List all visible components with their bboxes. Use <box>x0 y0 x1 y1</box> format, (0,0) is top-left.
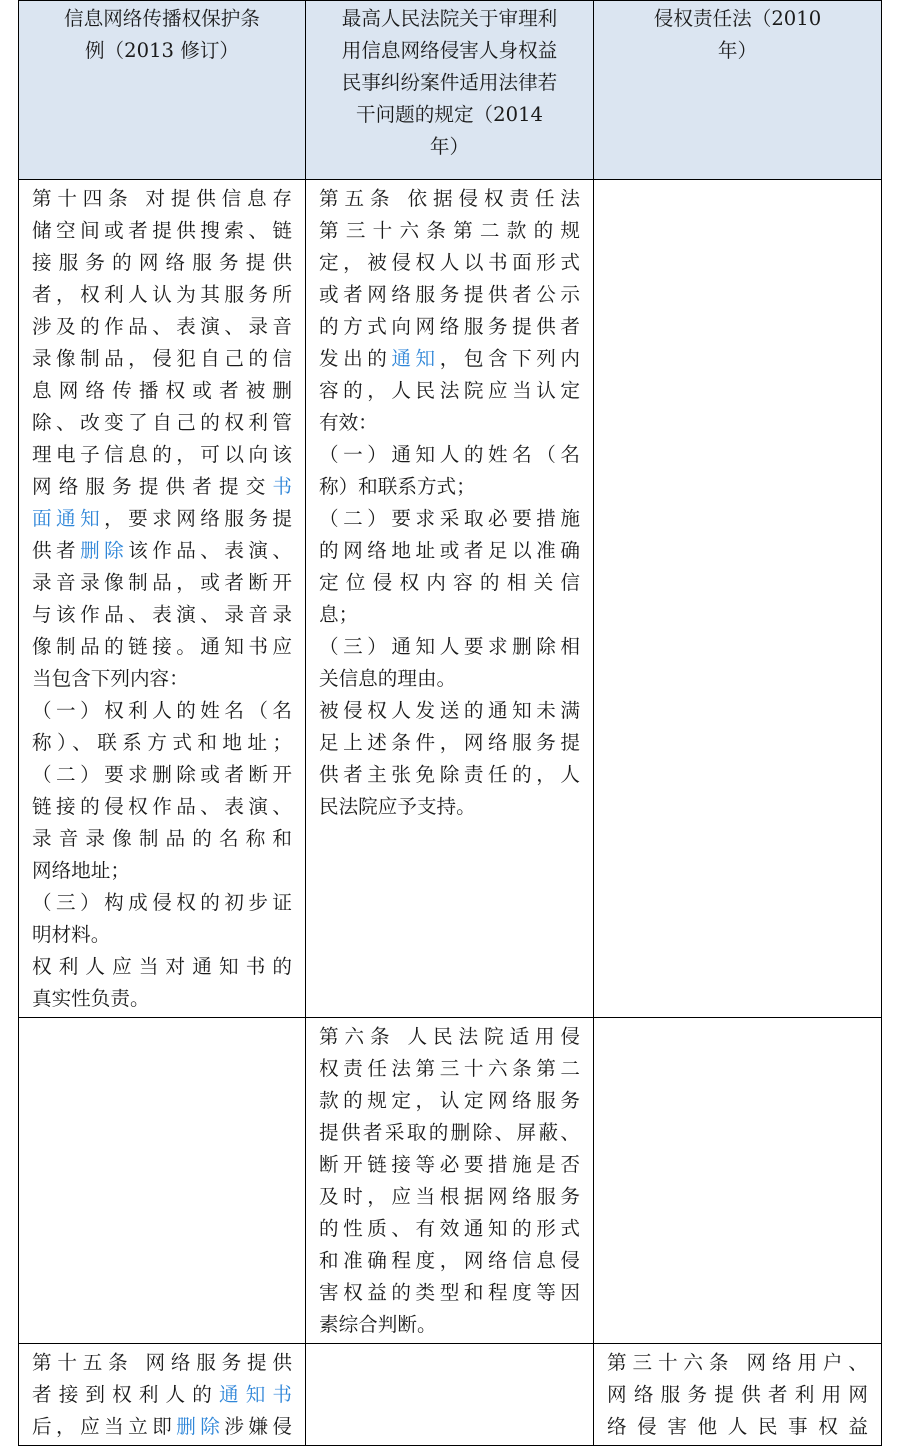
empty-cell <box>594 1018 882 1344</box>
law-comparison-table <box>18 0 882 1446</box>
header-supreme-court-provisions-2014: 最高人民法院关于审理利 用信息网络侵害人身权益 民事纠纷案件适用法律若 干问题的规定（2014 年） <box>306 1 594 180</box>
table-row <box>19 1344 882 1446</box>
written-notice-highlight: 面通知 <box>32 507 105 530</box>
delete-highlight: 删除 <box>176 1415 225 1438</box>
article-15-cell: 第十五条 网络服务提供 者接到权利人的通知书 后，应当立即删除涉嫌侵 <box>19 1344 306 1446</box>
notice-letter-highlight: 通知书 <box>218 1383 292 1406</box>
article-36-cell: 第三十六条 网络用户、 网络服务提供者利用网 络侵害他人民事权益 <box>594 1344 882 1446</box>
notice-highlight: 通知 <box>391 347 440 370</box>
header-row <box>19 1 882 180</box>
article-5-cell: 第五条 依据侵权责任法 第三十六条第二款的规 定，被侵权人以书面形式 或者网络服务提供者公示 的方式向网络服务提供者 发出的通知，包含下列内 容的，人民法院应当认定 有效： （一）通知人的姓名（名 称）和联系方式； （二）要求采取必要措施 的网络地址或者足以准确 定位侵权内容的相关信 息； （三）通知人要求删除相 关信息的理由。 被侵权人发送的通知未满 足上述条件，网络服务提 供者主张免除责任的，人 民法院应予支持。 <box>306 180 594 1018</box>
written-notice-highlight: 书 <box>272 475 292 498</box>
table-row <box>19 1018 882 1344</box>
article-14-cell: 第十四条 对提供信息存 储空间或者提供搜索、链 接服务的网络服务提供 者，权利人认为其服务所 涉及的作品、表演、录音 录像制品，侵犯自己的信 息网络传播权或者被删 除、改变了自己的权利管 理电子信息的，可以向该 网络服务提供者提交书 面通知，要求网络服务提 供者删除该作品、表演、 录音录像制品，或者断开 与该作品、表演、录音录 像制品的链接。通知书应 当包含下列内容： （一）权利人的姓名（名 称）、联系方式和地址； （二）要求删除或者断开 链接的侵权作品、表演、 录音录像制品的名称和 网络地址； （三）构成侵权的初步证 明材料。 权利人应当对通知书的 真实性负责。 <box>19 180 306 1018</box>
article-6-cell: 第六条 人民法院适用侵 权责任法第三十六条第二 款的规定，认定网络服务 提供者采取的删除、屏蔽、 断开链接等必要措施是否 及时，应当根据网络服务 的性质、有效通知的形式 和准确程度，网络信息侵 害权益的类型和程度等因 素综合判断。 <box>306 1018 594 1344</box>
empty-cell <box>19 1018 306 1344</box>
empty-cell <box>594 180 882 1018</box>
delete-highlight: 删除 <box>80 539 129 562</box>
empty-cell <box>306 1344 594 1446</box>
header-tort-law-2010: 侵权责任法（2010 年） <box>594 1 882 180</box>
table-row <box>19 180 882 1018</box>
header-regulation-2013: 信息网络传播权保护条 例（2013 修订） <box>19 1 306 180</box>
